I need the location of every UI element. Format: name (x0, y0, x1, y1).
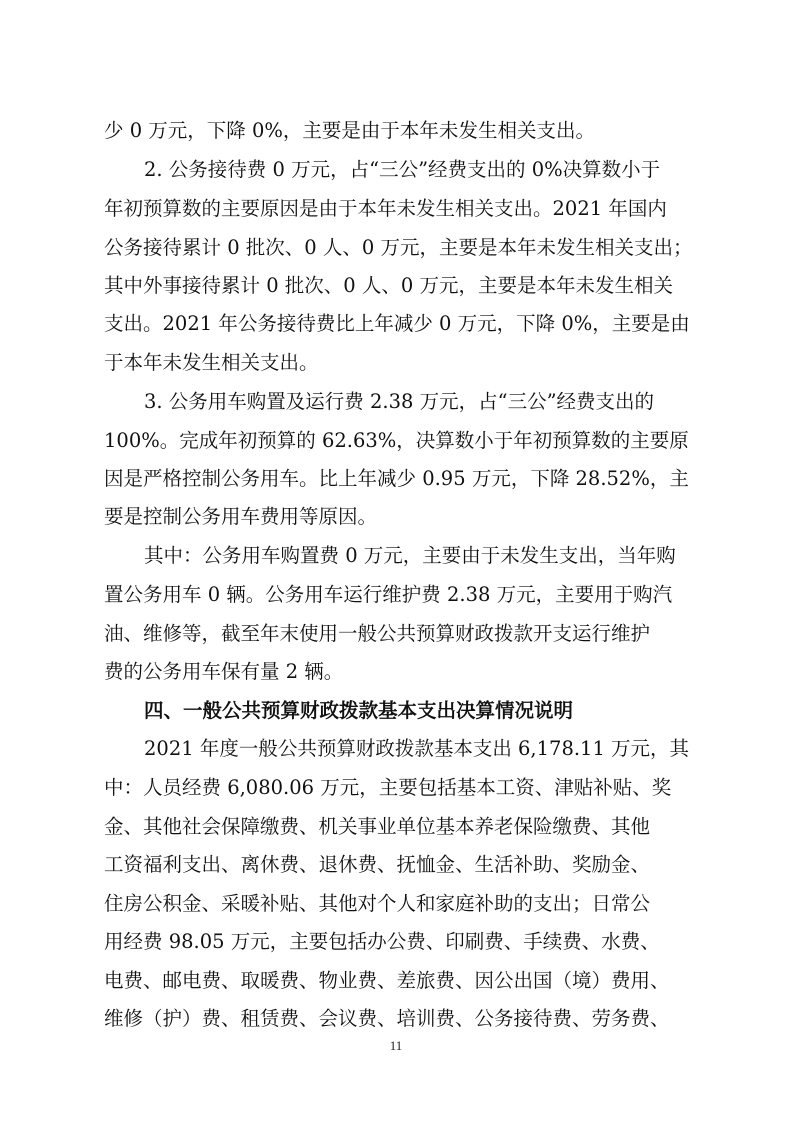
body-line-6: 支出。2021 年公务接待费比上年减少 0 万元，下降 0%，主要是由 (104, 312, 690, 335)
body-line-24: 维修（护）费、租赁费、会议费、培训费、公务接待费、劳务费、 (104, 1007, 670, 1030)
body-line-21: 住房公积金、采暖补贴、其他对个人和家庭补助的支出；日常公 (104, 892, 651, 915)
body-line-13: 置公务用车 0 辆。公务用车运行维护费 2.38 万元，主要用于购汽 (104, 583, 673, 606)
body-line-7: 于本年未发生相关支出。 (104, 351, 319, 374)
body-line-19: 金、其他社会保障缴费、机关事业单位基本养老保险缴费、其他 (104, 815, 651, 838)
body-line-4: 公务接待累计 0 批次、0 人、0 万元，主要是本年未发生相关支出； (104, 236, 693, 259)
body-line-15: 费的公务用车保有量 2 辆。 (104, 660, 344, 683)
body-line-2: 2. 公务接待费 0 万元，占“三公”经费支出的 0%决算数小于 (144, 158, 661, 181)
body-line-11: 要是控制公务用车费用等原因。 (104, 505, 378, 528)
section-heading: 四、一般公共预算财政拨款基本支出决算情况说明 (144, 699, 574, 722)
body-line-5: 其中外事接待累计 0 批次、0 人、0 万元，主要是本年未发生相关 (104, 274, 674, 297)
body-line-17: 2021 年度一般公共预算财政拨款基本支出 6,178.11 万元，其 (144, 737, 690, 760)
body-line-23: 电费、邮电费、取暖费、物业费、差旅费、因公出国（境）费用、 (104, 969, 670, 992)
body-line-9: 100%。完成年初预算的 62.63%，决算数小于年初预算数的主要原 (104, 429, 689, 452)
body-line-10: 因是严格控制公务用车。比上年减少 0.95 万元，下降 28.52%，主 (104, 467, 689, 490)
body-line-8: 3. 公务用车购置及运行费 2.38 万元，占“三公”经费支出的 (144, 390, 655, 413)
body-line-3: 年初预算数的主要原因是由于本年未发生相关支出。2021 年国内 (104, 197, 667, 220)
body-line-14: 油、维修等，截至年末使用一般公共预算财政拨款开支运行维护 (104, 622, 651, 645)
page-number: 11 (389, 1038, 403, 1053)
body-line-22: 用经费 98.05 万元，主要包括办公费、印刷费、手续费、水费、 (104, 930, 660, 953)
body-line-1: 少 0 万元，下降 0%，主要是由于本年未发生相关支出。 (104, 119, 595, 142)
body-line-12: 其中：公务用车购置费 0 万元，主要由于未发生支出，当年购 (144, 544, 676, 567)
body-line-18: 中：人员经费 6,080.06 万元，主要包括基本工资、津贴补贴、奖 (104, 776, 672, 799)
body-line-20: 工资福利支出、离休费、退休费、抚恤金、生活补助、奖励金、 (104, 853, 651, 876)
